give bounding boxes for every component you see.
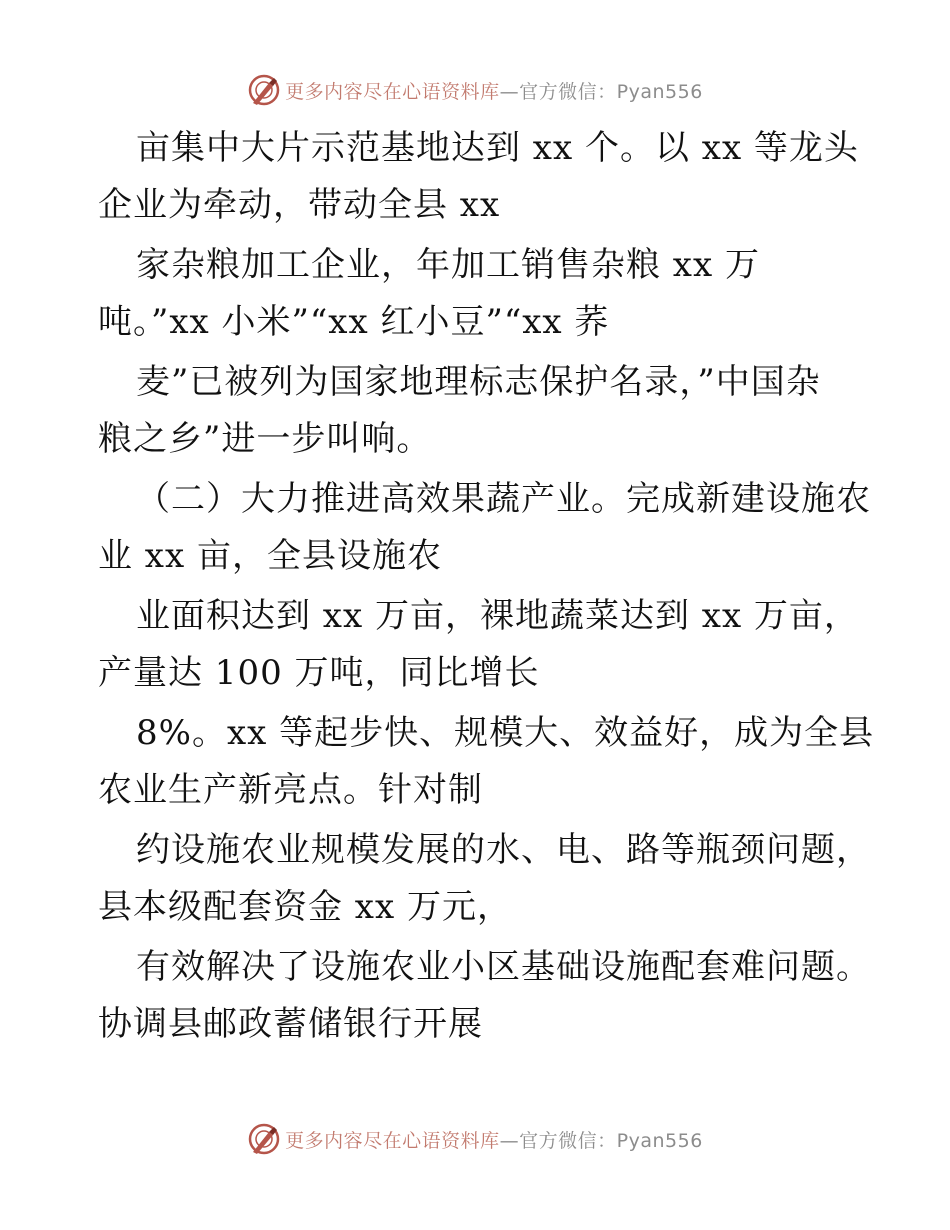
body-line: 有效解决了设施农业小区基础设施配套难问题。	[136, 947, 871, 987]
body-line: 企业为牵动，带动全县 xx	[98, 185, 501, 225]
body-line: 吨。”xx 小米”“xx 红小豆”“xx 荞	[98, 302, 610, 342]
footer-watermark	[0, 1119, 950, 1159]
body-line: 农业生产新亮点。针对制	[98, 770, 483, 810]
body-line: （二）大力推进高效果蔬产业。完成新建设施农	[136, 479, 871, 519]
body-line: 家杂粮加工企业，年加工销售杂粮 xx 万	[136, 245, 760, 285]
watermark-main-text: 更多内容尽在心语资料库	[285, 1129, 500, 1152]
body-line: 业面积达到 xx 万亩，裸地蔬菜达到 xx 万亩，	[136, 596, 859, 636]
pen-logo-icon	[247, 73, 281, 107]
body-line: 产量达 100 万吨，同比增长	[98, 653, 540, 693]
watermark-sub-text: —官方微信：Pyan556	[499, 80, 703, 103]
body-line: 约设施农业规模发展的水、电、路等瓶颈问题，	[136, 830, 871, 870]
body-line: 粮之乡”进一步叫响。	[98, 419, 432, 459]
body-line: 麦”已被列为国家地理标志保护名录，”中国杂	[136, 362, 821, 402]
pen-logo-icon	[247, 1122, 281, 1156]
body-line: 8%。xx 等起步快、规模大、效益好，成为全县	[136, 713, 875, 753]
watermark-sub-text: —官方微信：Pyan556	[499, 1129, 703, 1152]
watermark-main-text: 更多内容尽在心语资料库	[285, 80, 500, 103]
body-line: 县本级配套资金 xx 万元，	[98, 887, 512, 927]
body-line: 业 xx 亩，全县设施农	[98, 536, 442, 576]
body-line: 亩集中大片示范基地达到 xx 个。以 xx 等龙头	[136, 128, 859, 168]
body-line: 协调县邮政蓄储银行开展	[98, 1004, 483, 1044]
header-watermark	[0, 70, 950, 110]
